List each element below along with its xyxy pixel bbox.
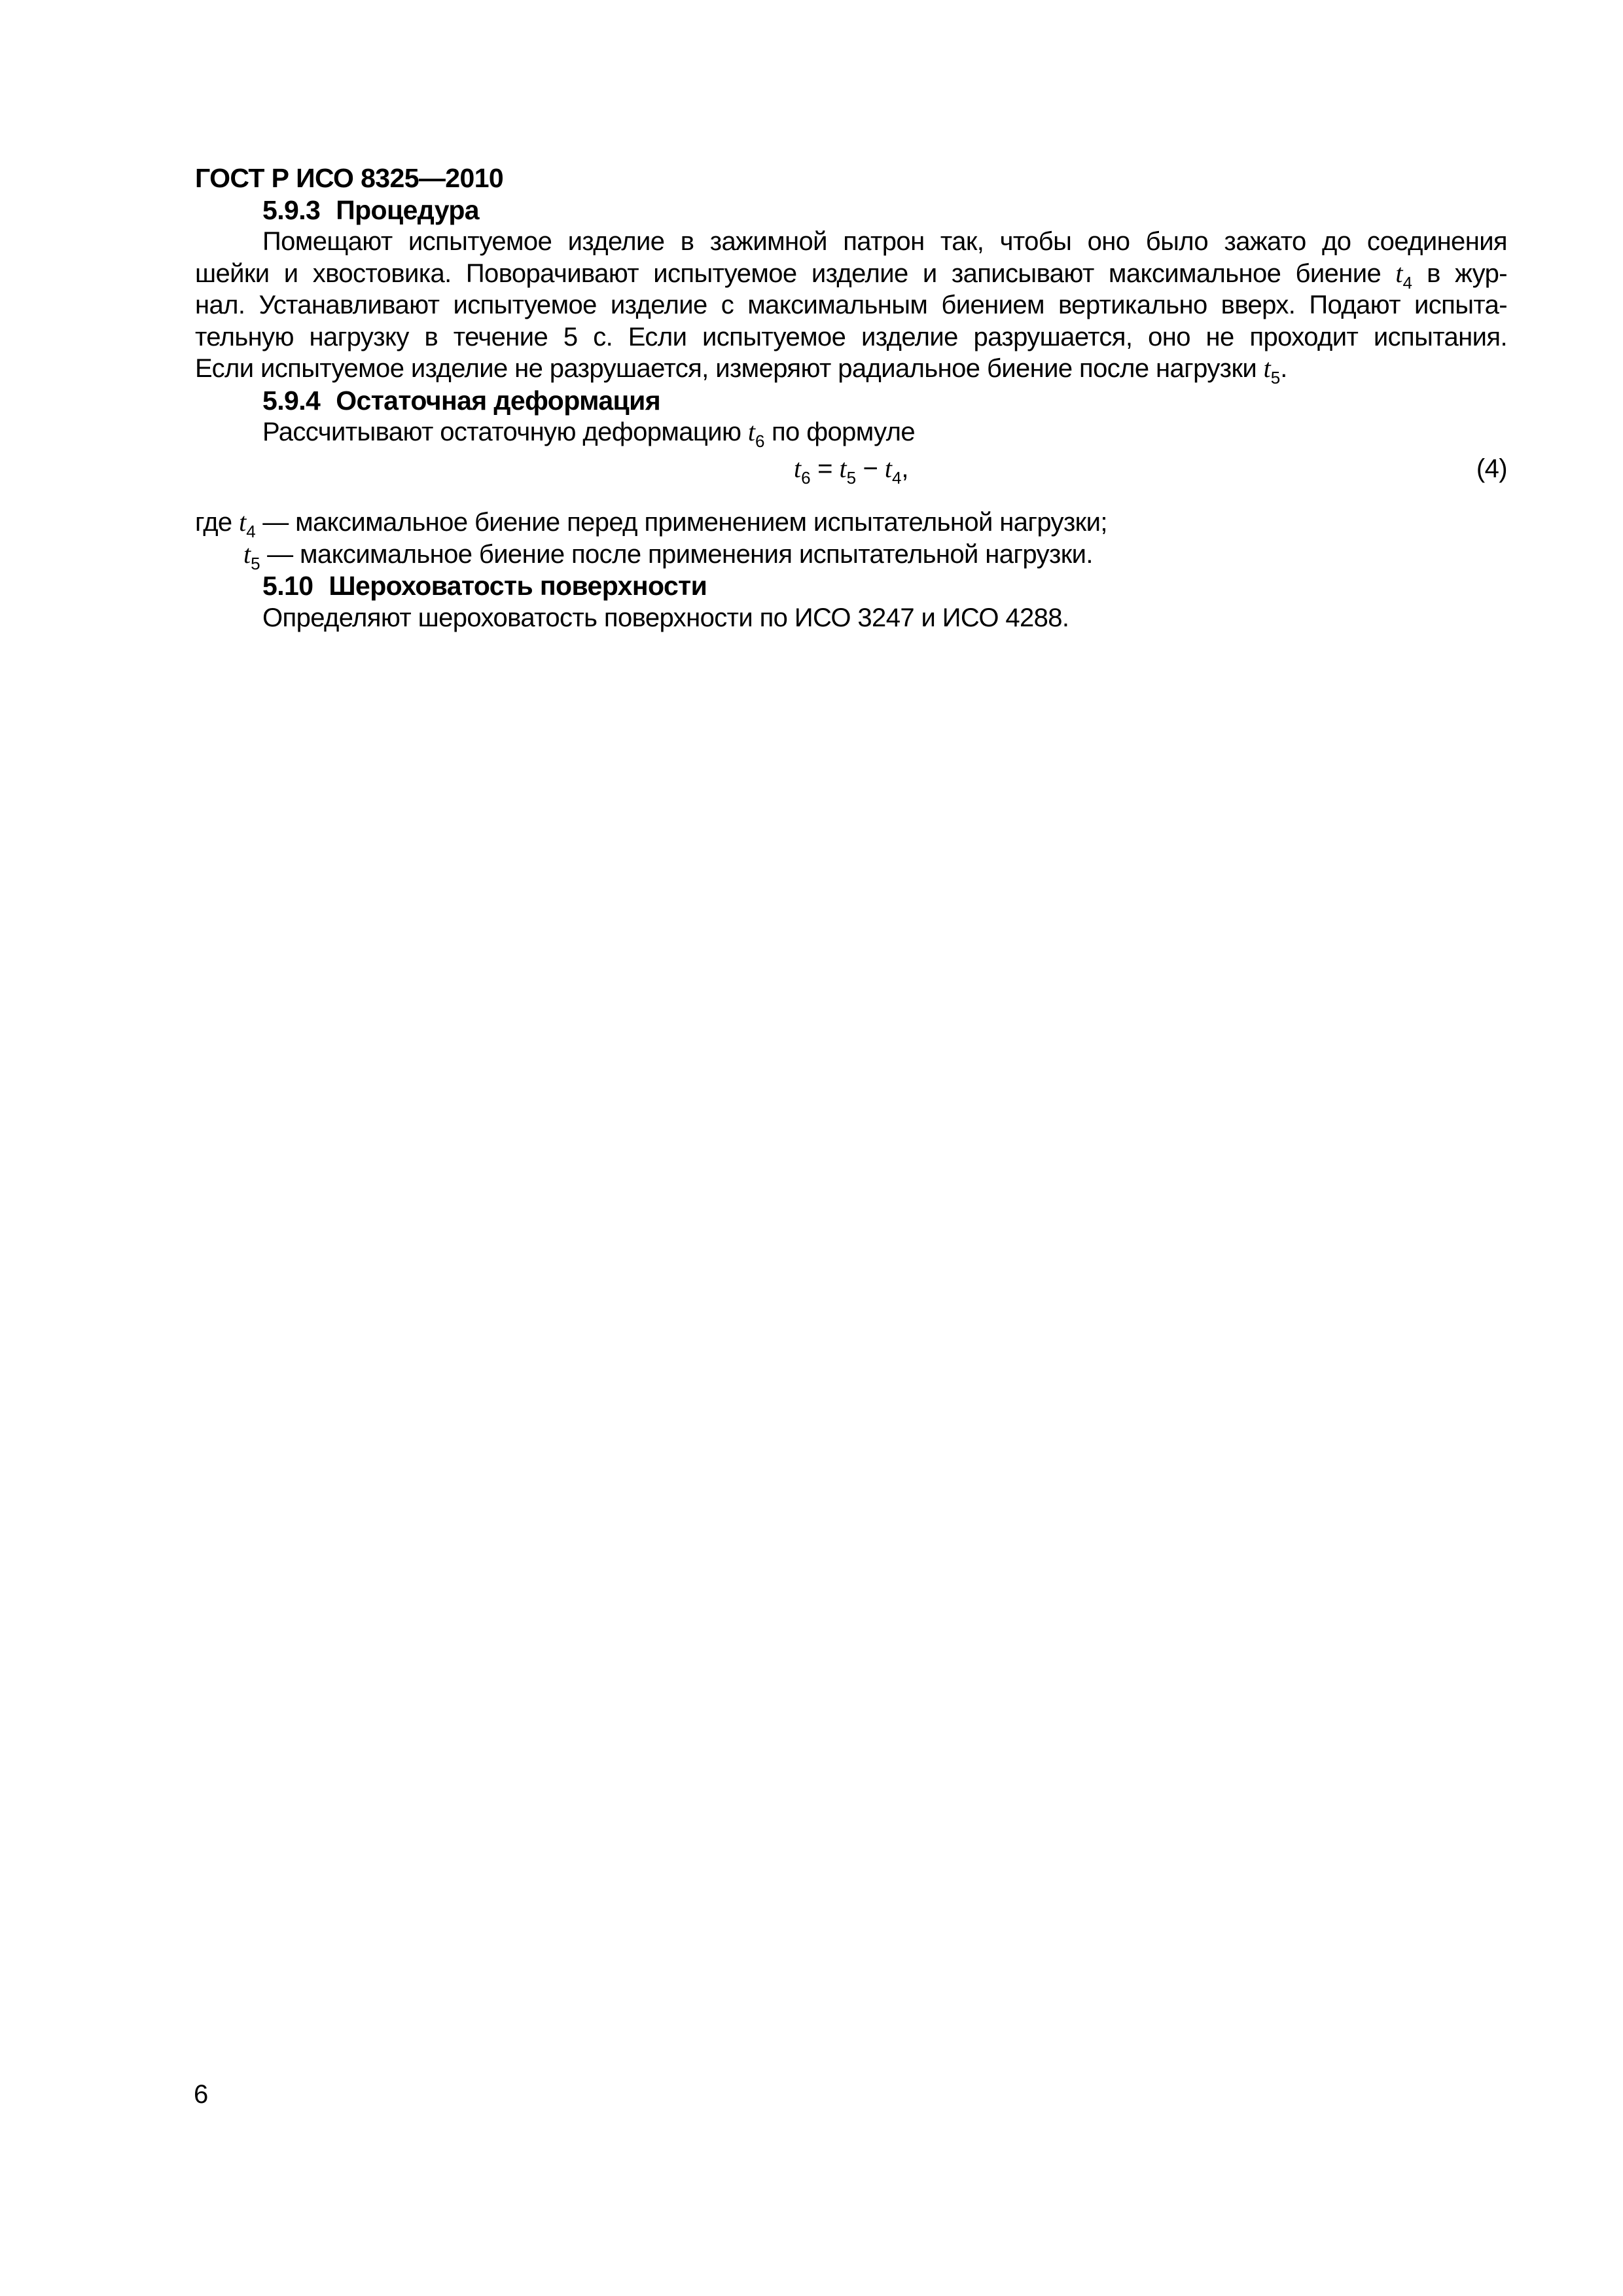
formula-row: [195, 453, 1507, 488]
variable: t: [839, 453, 847, 483]
section-title: Остаточная деформация: [336, 385, 661, 416]
paragraph-surface-roughness: [195, 602, 1507, 634]
equation-number: (4): [1476, 454, 1507, 483]
subscript: 4: [246, 522, 256, 541]
subscript: 6: [801, 467, 811, 488]
text-line: Рассчитывают остаточную деформацию $t_6$ по формуле: [262, 417, 916, 451]
section-title: Шероховатость поверхности: [329, 571, 707, 601]
page-number: 6: [194, 2080, 208, 2109]
paragraph-procedure: [195, 226, 1507, 385]
text-line: нал. Устанавливают испытуемое изделие с максимальным биением вертикально вверх. Подают испыта-: [195, 291, 1507, 319]
where-definitions: [195, 507, 1507, 573]
section-heading-5-9-4: [195, 385, 1507, 417]
text-line: $t_5$ — максимальное биение после применения испытательной нагрузки.: [243, 539, 1093, 573]
section-title: Процедура: [336, 194, 480, 225]
variable: t: [884, 453, 892, 483]
subscript: 5: [1270, 368, 1281, 387]
section-heading-5-9-3: [195, 194, 1507, 226]
subscript: 5: [846, 467, 857, 488]
text-line: Если испытуемое изделие не разрушается, измеряют радиальное биение после нагрузки $t_5$.: [195, 353, 1287, 387]
subscript: 5: [251, 553, 260, 573]
section-heading-5-10: [195, 570, 1507, 602]
formula: $t_6 = t_5 - t_4$,: [794, 453, 908, 488]
paragraph-residual-deformation-intro: [195, 416, 1507, 451]
text-line: шейки и хвостовика. Поворачивают испытуемое изделие и записывают максимальное биение $t_4$ в жур-: [195, 258, 1507, 293]
variable: t: [1263, 353, 1271, 383]
variable: t: [747, 417, 755, 446]
document-header: ГОСТ Р ИСО 8325—2010: [195, 163, 504, 193]
text-line: Определяют шероховатость поверхности по ИСО 3247 и ИСО 4288.: [262, 603, 1069, 632]
section-number: 5.9.3: [262, 194, 321, 225]
text-line: Помещают испытуемое изделие в зажимной патрон так, чтобы оно было зажато до соединения: [262, 227, 1507, 256]
subscript: 4: [1402, 272, 1412, 293]
subscript: 6: [755, 431, 765, 451]
variable: t: [239, 507, 247, 537]
page-content: [195, 162, 1507, 634]
section-number: 5.9.4: [262, 385, 321, 416]
section-number: 5.10: [262, 571, 313, 601]
text-line: тельную нагрузку в течение 5 с. Если испытуемое изделие разрушается, оно не проходит испытания.: [195, 322, 1507, 351]
variable: t: [1395, 258, 1403, 288]
variable: t: [243, 539, 251, 569]
variable: t: [794, 453, 802, 483]
text-line: где $t_4$ — максимальное биение перед применением испытательной нагрузки;: [195, 507, 1107, 541]
subscript: 4: [891, 467, 902, 488]
